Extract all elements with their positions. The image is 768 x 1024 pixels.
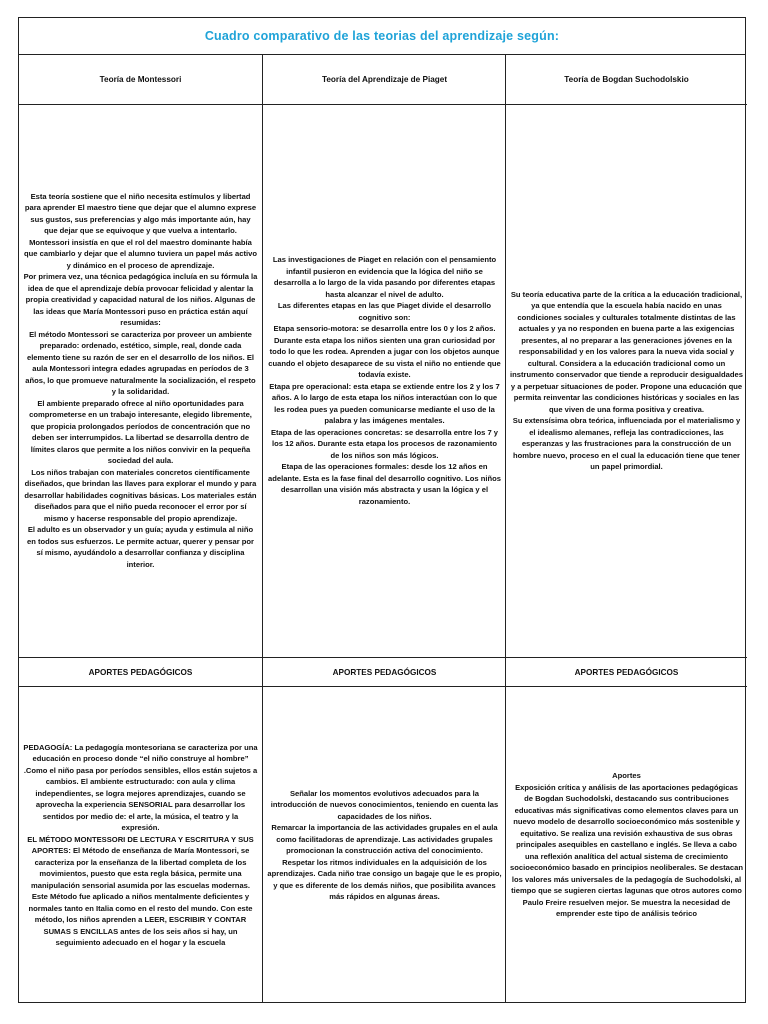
column-body bbox=[263, 104, 506, 657]
aportes-text: Aportes Exposición crítica y análisis de las aportaciones pedagógicas de Bogdan Suchodolski, destacando sus contribuciones educativas más significativas como elementos claves para un nuevo modelo de desarrollo socioeconómico más sostenible y equitativo. Se realiza una revisión exhaustiva de sus obras principales asequibles en castellano e inglés. Se lleva a cabo una reflexión analítica del actual sistema de crecimiento socioeconómico basado en principios neoliberales. Se destacan los valores más universales de la pedagogía de Suchodolski, al tiempo que se sugieren ciertas lagunas que otros autores como Paulo Freire resuelven mejor. Se muestra la necesidad de emprender este tipo de análisis teórico bbox=[510, 771, 743, 919]
aportes-body bbox=[19, 686, 262, 1004]
aportes-header: APORTES PEDAGÓGICOS bbox=[263, 657, 506, 687]
comparison-table bbox=[18, 17, 746, 1003]
column-body bbox=[506, 104, 747, 657]
aportes-body bbox=[506, 686, 747, 1004]
column-body bbox=[19, 104, 262, 657]
column-piaget bbox=[262, 54, 506, 1002]
aportes-text: Señalar los momentos evolutivos adecuados para la introducción de nuevos conocimientos, teniendo en cuenta las capacidades de los niños. Remarcar la importancia de las actividades grupales en el aula como facilitadoras de aprendizaje. Las actividades grupales promocionan la construcción activa del conocimiento. Respetar los ritmos individuales en la adquisición de los aprendizajes. Cada niño trae consigo un bagaje que le es propio, y que es diferente de los demás niños, que posibilita avances más rápidos en algunas áreas. bbox=[267, 788, 502, 901]
column-montessori bbox=[19, 54, 262, 1002]
body-text: Las investigaciones de Piaget en relación con el pensamiento infantil pusieron en evidencia que la lógica del niño se desarrolla a lo largo de la vida pasando por diferentes etapas hasta alcanzar el nivel de adulto. Las diferentes etapas en las que Piaget divide el desarrollo cognitivo son: Etapa sensorio-motora: se desarrolla entre los 0 y los 2 años. Durante esta etapa los niños sienten una gran curiosidad por todo lo que les rodea. Aprenden a jugar con los objetos aunque cuando el objeto desaparece de su vista el niño no entiende que todavía existe. Etapa pre operacional: esta etapa se extiende entre los 2 y los 7 años. A lo largo de esta etapa los niños interactúan con lo que les rodea pues ya pueden comunicarse mediante el uso de la palabra y las imágenes mentales. Etapa de las operaciones concretas: se desarrolla entre los 7 y los 12 años. Durante esta etapa los procesos de razonamiento de los niños son más lógicos. Etapa de las operaciones formales: desde los 12 años en adelante. Esta es la fase final del desarrollo cognitivo. Los niños desarrollan una visión más abstracta y usan la lógica y el razonamiento. bbox=[268, 255, 501, 506]
column-suchodolski bbox=[505, 54, 747, 1002]
column-header: Teoría de Montessori bbox=[19, 54, 262, 105]
column-header: Teoría del Aprendizaje de Piaget bbox=[263, 54, 506, 105]
body-text: Esta teoría sostiene que el niño necesita estímulos y libertad para aprender El maestro tiene que dejar que el alumno exprese sus gustos, sus preferencias y algo más importante aún, hay que dejar que se equivoque y que vuelva a intentarlo. Montessori insistía en que el rol del maestro dominante había que cambiarlo y dejar que el alumno tuviera un papel más activo y dinámico en el proceso de aprendizaje. Por primera vez, una técnica pedagógica incluía en su fórmula la idea de que el aprendizaje debía provocar felicidad y alentar la propia creatividad y capacidad natural de los niños. Algunas de las ideas que María Montessori puso en práctica están aquí resumidas: El método Montessori se caracteriza por proveer un ambiente preparado: ordenado, estético, simple, real, donde cada elemento tiene su razón de ser en el desarrollo de los niños. El aula Montessori integra edades agrupadas en períodos de 3 años, lo que promueve naturalmente la socialización, el respeto y la solidaridad. El ambiente preparado ofrece al niño oportunidades para comprometerse en un trabajo interesante, elegido libremente, que propicia prolongados períodos de concentración que no deben ser interrumpidos. La libertad se desarrolla dentro de límites claros que permite a los niños convivir en la pequeña sociedad del aula. Los niños trabajan con materiales concretos científicamente diseñados, que brindan las llaves para explorar el mundo y para desarrollar habilidades cognitivas básicas. Los materiales están diseñados para que el niño pueda reconocer el error por sí mismo y hacerse responsable del propio aprendizaje. El adulto es un observador y un guía; ayuda y estimula al niño en todos sus esfuerzos. Le permite actuar, querer y pensar por sí mismo, ayudándolo a desarrollar confianza y disciplina interior. bbox=[23, 191, 258, 569]
column-header: Teoría de Bogdan Suchodolskio bbox=[506, 54, 747, 105]
table-title: Cuadro comparativo de las teorias del aprendizaje según: bbox=[19, 18, 745, 55]
aportes-body bbox=[263, 686, 506, 1004]
aportes-header: APORTES PEDAGÓGICOS bbox=[19, 657, 262, 687]
aportes-text: PEDAGOGÍA: La pedagogía montesoriana se caracteriza por una educación en proceso donde “el niño construye al hombre” .Como el niño pasa por períodos sensibles, ellos están sujetos a cambios. El ambiente estructurado: con aula y clima independientes, se logra mejores aprendizajes, cuando se aprovecha la experiencia SENSORIAL para desarrollar los sentidos por medio de: el arte, la música, el teatro y la expresión. EL MÉTODO MONTESSORI DE LECTURA Y ESCRITURA Y SUS APORTES: El Método de enseñanza de María Montessori, se caracteriza por la enseñanza de la libertad completa de los movimientos, puesto que esta regla básica, permite una manipulación sensorial asumida por las escuelas modernas. Este Método fue aplicado a niños mentalmente deficientes y normales tanto en Italia como en el resto del mundo. Con este método, los niños aprenden a LEER, ESCRIBIR Y CONTAR SUMAS S ENCILLAS antes de los seis años si hay, un seguimiento adecuado en el hogar y la escuela bbox=[23, 742, 258, 947]
body-text: Su teoría educativa parte de la crítica a la educación tradicional, ya que entendía que la escuela había nacido en unas condiciones sociales y culturales totalmente distintas de las actuales y ya no responden en buena parte a las exigencias presentes, al no preparar a las generaciones jóvenes en la responsabilidad y en los valores para la nueva vida social y cultural. Considera a la educación tradicional como un instrumento conservador que tiende a reproducir desigualdades y a perpetuar situaciones de poder. Propone una educación que permita reinventar las condiciones históricas y sociales en las que viven de una forma positiva y creativa. Su extensísima obra teórica, influenciada por el materialismo y el idealismo alemanes, refleja las contradicciones, las esperanzas y las frustraciones para la construcción de un hombre nuevo, proceso en el cual la educación tiene que tener un papel primordial. bbox=[510, 289, 743, 471]
aportes-header: APORTES PEDAGÓGICOS bbox=[506, 657, 747, 687]
